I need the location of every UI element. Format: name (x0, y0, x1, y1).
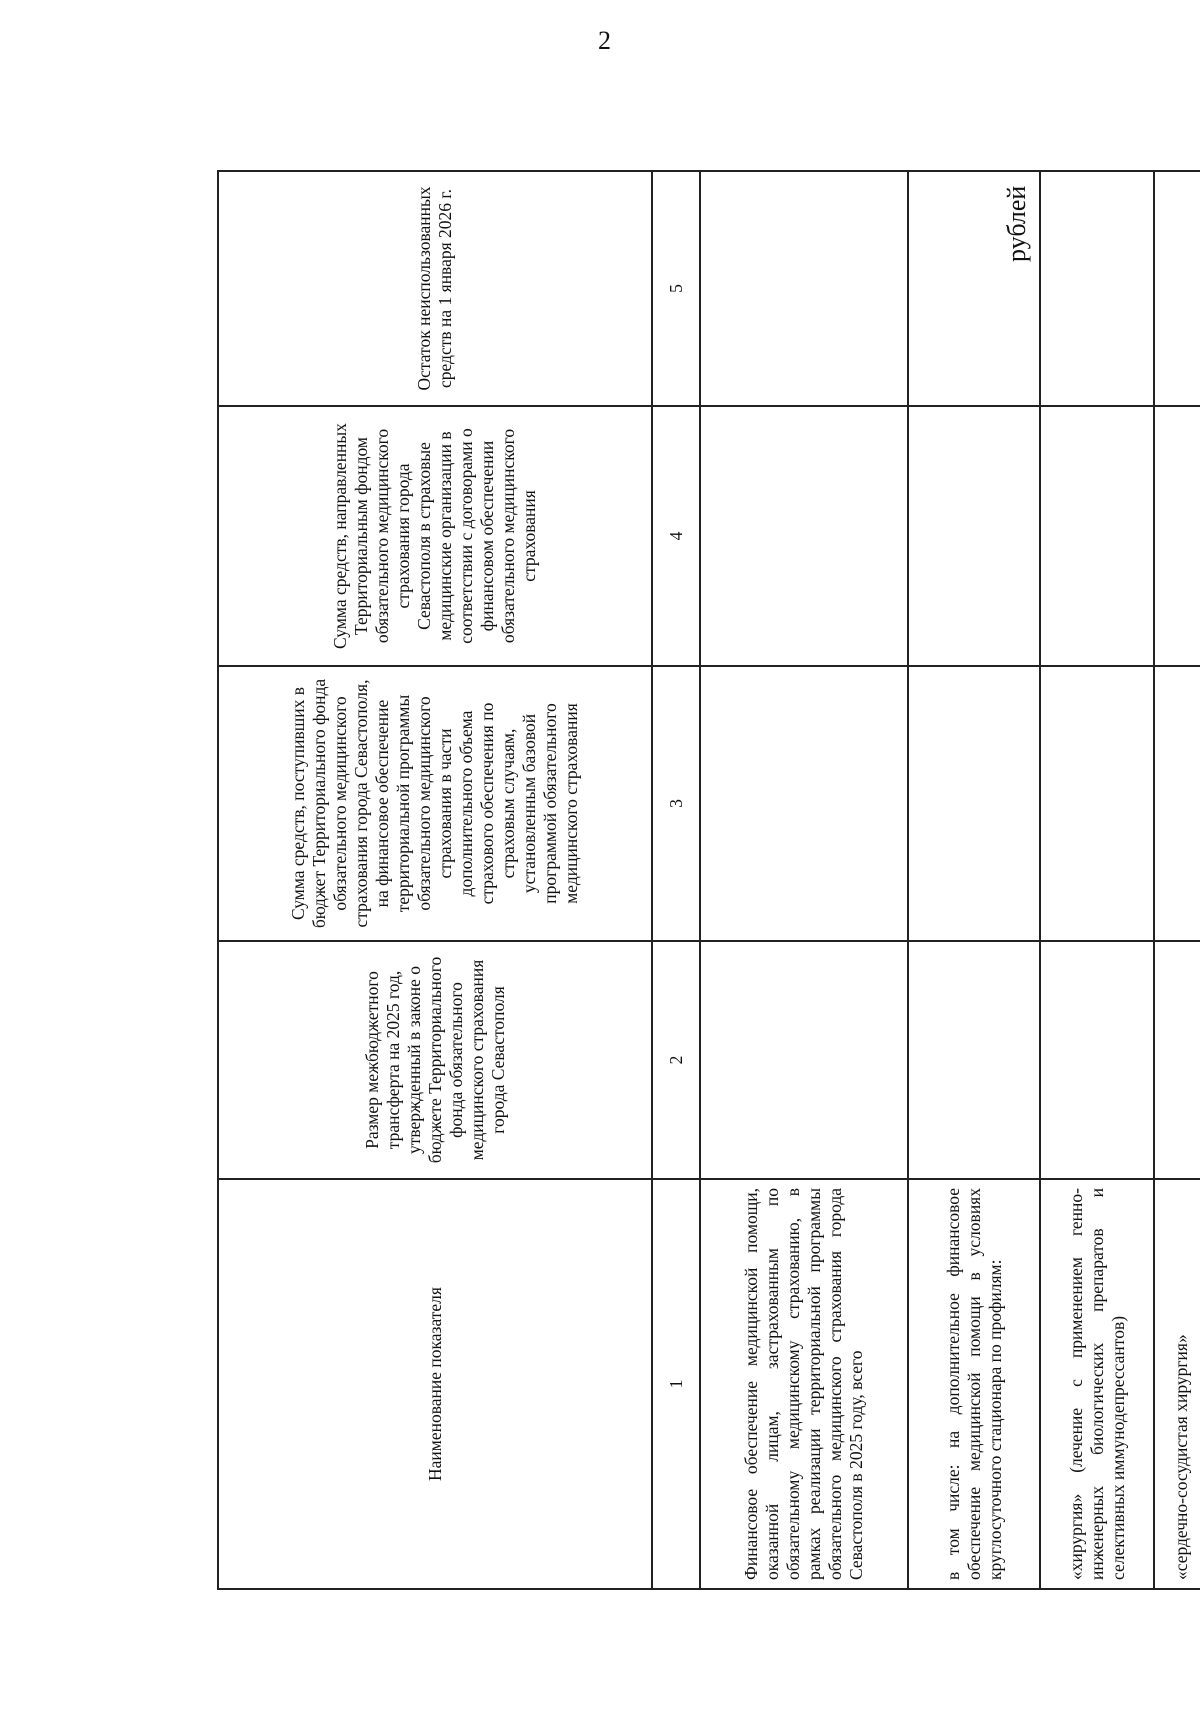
row-name: в том числе: на дополнительное финансовое обеспечение медицинской помощи в условиях круглосуточного стационара по профилям: (908, 1179, 1040, 1589)
header-received-funds: Сумма средств, поступивших в бюджет Территориального фонда обязательного медицинского страхования города Севастополя, на финансовое обеспечение территориальной программы обязательного медицинского страхования в части дополнительного объема страхового обеспечения по страховым случаям, установленным базовой программой обязательного медицинского страхования (218, 666, 652, 941)
table-row (1040, 171, 1154, 1589)
header-sent-funds: Сумма средств, направленных Территориальным фондом обязательного медицинского страхования города Севастополя в страховые медицинские организации в соответствии с договорами о финансовом обеспечении обязательного медицинского страхования (218, 406, 652, 666)
header-transfer-amount: Размер межбюджетного трансферта на 2025 год, утвержденный в законе о бюджете Территориального фонда обязательного медицинского страхования города Севастополя (218, 941, 652, 1179)
rotated-table-area (217, 170, 1191, 1590)
table-row (700, 171, 908, 1589)
cell (1154, 406, 1200, 666)
header-remaining-balance: Остаток неиспользованных средств на 1 января 2026 г. (218, 171, 652, 406)
page-number: 2 (598, 26, 611, 55)
table-row (1154, 171, 1200, 1589)
cell (908, 941, 1040, 1179)
column-number: 4 (652, 406, 700, 666)
cell (700, 666, 908, 941)
row-name: Финансовое обеспечение медицинской помощи, оказанной лицам, застрахованным по обязательному медицинскому страхованию, в рамках реализации территориальной программы обязательного медицинского страхования города Севастополя в 2025 году, всего (700, 1179, 908, 1589)
cell (700, 171, 908, 406)
row-name: «хирургия» (лечение с применением генно-инженерных биологических препаратов и селективных иммунодепрессантов) (1040, 1179, 1154, 1589)
row-name: «сердечно-сосудистая хирургия» (1154, 1179, 1200, 1589)
column-number-row (652, 171, 700, 1589)
cell (908, 406, 1040, 666)
cell (1040, 666, 1154, 941)
cell (700, 406, 908, 666)
unit-label: рублей (1002, 185, 1031, 262)
table-header-row (218, 171, 652, 1589)
cell (908, 666, 1040, 941)
cell (1154, 171, 1200, 406)
header-indicator-name: Наименование показателя (218, 1179, 652, 1589)
cell (1040, 406, 1154, 666)
column-number: 1 (652, 1179, 700, 1589)
cell (700, 941, 908, 1179)
column-number: 2 (652, 941, 700, 1179)
table-row (908, 171, 1040, 1589)
cell (1154, 666, 1200, 941)
column-number: 3 (652, 666, 700, 941)
column-number: 5 (652, 171, 700, 406)
cell (1040, 171, 1154, 406)
data-table (217, 170, 1200, 1590)
cell (1040, 941, 1154, 1179)
cell (1154, 941, 1200, 1179)
